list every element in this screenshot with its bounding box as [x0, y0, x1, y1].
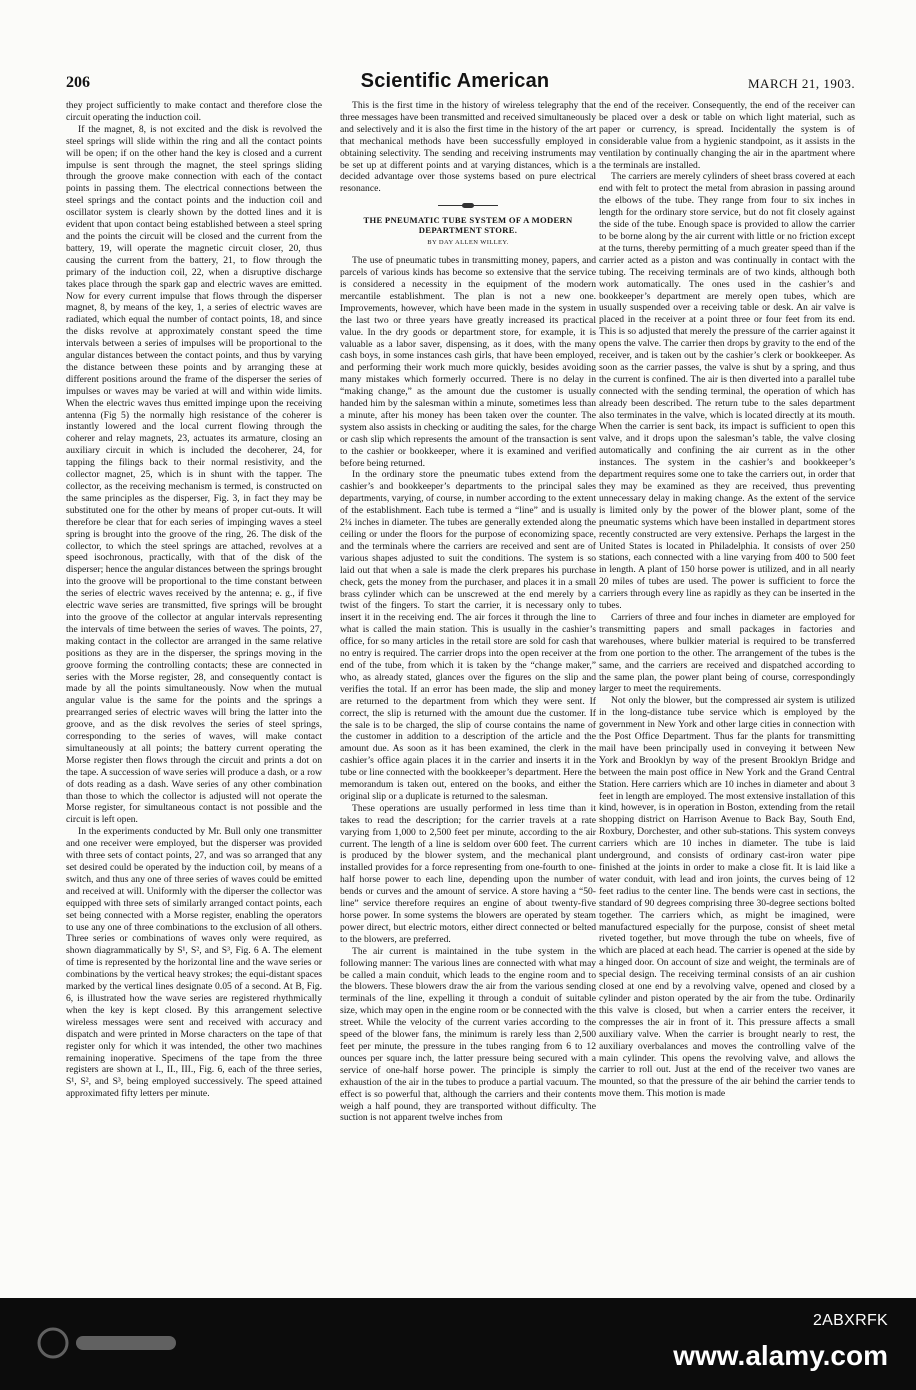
paragraph: The carriers are merely cylinders of sheet brass covered at each end with felt to protect the metal from abrasion in passing around the elbows of the tube. They range from four to six inches in length for the ordinary store service, but do not fit closely against the side of the tube. Enough space is provided to allow the carrier to be borne along by the air current with little or no friction except at the turns, thereby permitting of a much greater speed than if the carrier acted as a piston and was continually in contact with the tubing. The receiving terminals are of two kinds, although both work automatically. The ones used in the cashier’s and bookkeeper’s department are merely open tubes, which are usually suspended over a receiving table or desk. An air valve is placed in the receiver at a point three or four feet from its end. This is so adjusted that merely the pressure of the carrier against it opens the valve. The carrier then drops by gravity to the end of the receiver, and is taken out by the cashier’s clerk or bookkeeper. As soon as the carrier passes, the valve is shut by a spring, and thus the current is confined. The air is then diverted into a parallel tube connected with the sending terminal, the operation of which has already been described. The return tube to the sales department also terminates in the valve, which is located directly at its mouth. When the carrier is sent back, its impact is sufficient to open this valve, and it drops upon the salesman’s table, the valve closing automatically and confining the air current as in the other instances. The system in the cashier’s and bookkeeper’s department requires some one to take the carriers out, in order that they may be examined as they are received, thus preventing unnecessary delay in making change. As the extent of the service is limited only by the power of the blower plant, some of the pneumatic systems which have been installed in department stores recently constructed are very extensive. Perhaps the largest in the United States is located in Philadelphia. It consists of over 250 stations, each connected with a line varying from 400 to 500 feet in length. A plant of 150 horse power is utilized, and in all nearly 20 miles of tubes are used. The power is sufficient to force the carriers through every line as rapidly as they can be inserted in the tubes. — [599, 171, 855, 612]
paragraph: Not only the blower, but the compressed air system is utilized in the long-distance tube service which is employed by the government in New York and other large cities in connection with the Post Office Department. Thus far the plants for transmitting mail have been principally used in conveying it between New York and Brooklyn by way of the present Brooklyn Bridge and between the main post office in New York and the Grand Central Station. Here carriers which are 10 inches in diameter and about 3 feet in length are employed. The most extensive installation of this kind, however, is in operation in Boston, extending from the retail shopping district on Harrison Avenue to Back Bay, South End, Roxbury, Dorchester, and other sub-stations. This system conveys carriers which are 10 inches in diameter. The tube is laid underground, and consists of ordinary cast-iron water pipe finished at the joints in order to make a close fit. It is laid like a water conduit, with lead and iron joints, the curves being of 12 feet radius to the center line. The bends were cast in sections, the standard of 90 degrees comprising three 30-degree sections bolted together. The carriers which, as might be imagined, were manufactured especially for the purpose, consist of sheet metal riveted together, but move through the tube on wheels, five of which are placed at each head. The carrier is opened at the side by a hinged door. On account of size and weight, the terminals are of special design. The receiving terminal consists of an air cushion closed at one end by a revolving valve, opened and closed by a cylinder and piston operated by the air from the tube. Ordinarily this valve is closed, but when a carrier enters the receiver, it compresses the air in front of it. This pressure affects a small auxiliary valve. When the carrier is brought nearly to rest, the auxiliary overbalances and moves the controlling valve of the main cylinder. This opens the revolving valve, and allows the carrier to roll out. Just at the end of the receiver two vanes are mounted, so that the pressure of the air behind the carrier tends to move them. This motion is made — [599, 695, 855, 1100]
article-byline: BY DAY ALLEN WILLEY. — [427, 239, 509, 247]
paragraph: The air current is maintained in the tube system in the following manner: The various lines are connected with what may be called a main conduit, which leads to the engine room and to the blowers. These blowers draw the air from the various sending terminals of the line, expelling it through a conduit of suitable size, which may open in the engine room or be connected with the street. While the velocity of the current varies according to the speed of the blower fans, the minimum is rarely less than 2,500 feet per minute, the pressure in the tubes ranging from 6 to 12 ounces per square inch, the latter pressure being secured with a service of one-half horse power. The principle is simply the exhaustion of the air in the tubes to produce a partial vacuum. The effect is so powerful that, although the carriers and their contents weigh a half pound, they are transported without difficulty. The suction is not apparent twelve inches from — [340, 945, 596, 1124]
paragraph: If the magnet, 8, is not excited and the disk is revolved the steel springs will slide within the ring and all the contact points will be open; if on the other hand the key is closed and a current impulse is sent through the magnet, the steel springs sliding through the groove make connection with each of the contact points in passing them. The electrical connections between the steel springs and the contact points and the induction coil and oscillator system is clearly shown by the dotted lines and it is evident that upon contact being established between a steel spring and the points the circuit will be closed and the current from the battery, 19, will operate the magnetic circuit closer, 20, thus causing the current from the battery, 21, to flow through the primary of the induction coil, 22, when a disruptive discharge takes place through the spark gap and electric waves are emitted. Now for every current impulse that flows through the disperser magnet, 8, by means of the key, 1, a series of electric waves are radiated, which equal the number of contact points, 18, and since the disks revolve at approximately constant speed the time intervals between a series of impulses will be proportional to the angular distances between the contact points, and thus by varying the distance between these points and by arranging these at different positions around the frame of the disperser the series of impulses or waves may be varied at will and within wide limits. When the electric waves thus emitted impinge upon the receiving antenna (Fig 5) the normally high resistance of the coherer is instantly lowered and the local current flowing through the coherer and relay magnets, 23, actuates its armature, closing an auxiliary circuit in which is included the decoherer, 24, for tapping the filings back to their normal resistivity, and the collector magnet, 25, which is in shunt with the tapper. The collector, as the receiving mechanism is termed, is constructed on the same principles as the disperser, Fig. 3, in fact they may be substituted one for the other by means of proper cut-outs. It will therefore be clear that for each series of impinging waves a steel spring is brought into the groove of the ring, 26. The disk of the collector, to which the steel springs are attached, revolves at a speed isochronous, practically, with that of the disk of the disperser; hence the angular distances between the springs brought into the groove will be proportional to the time constant between the series of electric waves received by the antenna; e. g., if five electric wave series are transmitted, five springs will be brought into the groove of the collector at angular intervals representing the intervals of time between the series of waves. The points, 27, making contact in the collector are arranged in the same relative positions as they are in the disperser, the springs moving in the groove forming the controlling contacts; these are connected in series with the Morse register, 28, and consequently contact is made by all the points simultaneously. Now when the mutual angular value is the same for the points and the springs a prearranged series of electric waves will bring the latter into the groove, and as the disk revolves the series of steel springs, corresponding to the series of waves, will make contact simultaneously at all points; the battery current operating the Morse register then flows through the circuit and prints a dot on the tape. A succession of wave series will produce a dash, or a row of dots reading as a dash. Wave series of any other combination than those to which the collector is adjusted will not operate the Morse register, for simultaneous contact is not possible and the circuit is left open. — [66, 123, 322, 826]
paragraph: This is the first time in the history of wireless telegraphy that three messages have been transmitted and received simultaneously and selectively and it is also the first time in the history of the art that mechanical methods have been successfully employed in obtaining selectivity. The sending and receiving instruments may be set up at different points and at varying distances, which is a decided advantage over those systems based on pure electrical resonance. — [340, 100, 596, 195]
alamy-logo-icon — [36, 1326, 186, 1360]
paragraph: These operations are usually performed in less time than it takes to read the description; for the carrier travels at a rate varying from 1,000 to 2,500 feet per minute, according to the air current. The length of a line is seldom over 600 feet. The current is produced by the blower system, and the mechanical plant installed provides for a force representing from one-fourth to one-half horse power to each line, depending upon the number of bends or curves and the amount of service. A store having a “50-line” service therefore requires an engine of about twenty-five horse power. In some systems the blowers are operated by steam power direct, but electric motors, either direct connected or belted to the blowers, are preferred. — [340, 802, 596, 945]
paragraph: Carriers of three and four inches in diameter are employed for transmitting papers and small packages in factories and warehouses, where bulkier material is required to be transferred from one portion to the other. The arrangement of the tubes is the same, and the carriers are received and dispatched according to the same plan, the power plant being of course, correspondingly larger to meet the requirements. — [599, 611, 855, 695]
paragraph: The use of pneumatic tubes in transmitting money, papers, and parcels of various kinds has become so extensive that the service is considered a necessity in the equipment of the modern mercantile establishment. The plan is not a new one. Improvements, however, which have been made in the system in the last two or three years have greatly increased its practical value. In the dry goods or department store, for example, it is valuable as a labor saver, dispensing, as it does, with the many cash boys, in some instances cash girls, that have been employed, and performing their work much more quickly, besides avoiding many mistakes which formerly occurred. There is no delay in “making change,” as the amount due the customer is usually handed him by the salesman within a minute, sometimes less than a minute, after his money has been taken over the counter. The system also assists in checking or auditing the sales, for the charge or cash slip which represents the amount of the transaction is sent to the cashier or bookkeeper, where it is examined and verified before being returned. — [340, 255, 596, 469]
paragraph: they project sufficiently to make contact and therefore close the circuit operating the induction coil. — [66, 100, 322, 123]
ornamental-divider — [438, 203, 498, 209]
paragraph: In the ordinary store the pneumatic tubes extend from the cashier’s and bookkeeper’s departments to the principal sales departments, varying, of course, in number according to the extent of the establishment. Each tube is termed a “line” and is usually 2¼ inches in diameter. The tubes are generally extended along the ceiling or under the floors for the purpose of economizing space, and the terminals where the carriers are received and sent are of various shapes adjusted to suit the conditions. The system is so laid out that when a sale is made the clerk prepares his purchase check, gets the money from the purchaser, and places it in a small brass cylinder which can be unscrewed at the end merely by a twist of the fingers. To start the carrier, it is necessary only to insert it in the receiving end. The air forces it through the line to what is called the main station. This is usually in the cashier’s office, for so many articles in the retail store are sold for cash that no entry is required. The carrier drops into the open receiver at the end of the tube, from which it is taken by the “change maker,” who, as already stated, glances over the figures on the slip and verifies the total. If an error has been made, the slip and money are returned to the department from which they were sent. If correct, the slip is returned with the amount due the customer. If the sale is to be charged, the slip of course contains the name of the customer in addition to a description of the article and the amount due. As soon as it has been examined, the clerk in the cashier’s office again places it in the carrier and inserts it in the tube or line connected with the bookkeeper’s department. Here the memorandum is taken out, entered on the books, and either the original slip or a duplicate is returned to the salesman. — [340, 469, 596, 802]
paragraph: the end of the receiver. Consequently, the end of the receiver can be placed over a desk or table on which light material, such as paper or currency, is spread. Incidentally the system is of considerable value from a hygienic standpoint, as it assists in the ventilation by continually changing the air in the apartment where the terminals are installed. — [599, 100, 855, 171]
article-title: THE PNEUMATIC TUBE SYSTEM OF A MODERN DEPARTMENT STORE. — [363, 215, 573, 236]
issue-date: MARCH 21, 1903. — [748, 76, 856, 91]
text-column-3 — [599, 100, 855, 1280]
text-column-2 — [340, 100, 596, 1280]
paragraph: In the experiments conducted by Mr. Bull only one transmitter and one receiver were employed, but the disperser was provided with three sets of contact points, 27, and was so arranged that any set desired could be operated by the induction coil, by means of a switch, and thus any one of three series of waves could be emitted and received at will. Uniformly with the diperser the collector was equipped with three sets of similarly arranged contact points, each set being connected with a Morse register, enabling the operators to use any one of three combinations to the exclusion of all others. Three series or combinations of waves only were required, as shown diagrammatically by S¹, S², and S³, Fig. 6 A. The element of time is represented by the horizontal line and the wave series or combinations by the vertical heavy strokes; the equi-distant spaces marked by the vertical lines designate 0.05 of a second. At B, Fig. 6, is illustrated how the wave series are registered rhythmically when the key is kept closed. By this arrangement selective wireless messages were sent and received with accuracy and dispatch and were printed in Morse characters on the tape of that register only for which it was intended, the other two machines remaining inoperative. Specimens of the tape from the three registers are shown at I., II., III., Fig. 6, each of the three series, S¹, S², and S³, being employed successively. The speed attained approximated fifty letters per minute. — [66, 826, 322, 1100]
text-column-1 — [66, 100, 322, 1280]
watermark-image-id: 2ABXRFK — [812, 1312, 888, 1329]
page-number: 206 — [66, 74, 90, 91]
watermark-url: www.alamy.com — [673, 1340, 888, 1371]
masthead-title: Scientific American — [360, 70, 550, 92]
